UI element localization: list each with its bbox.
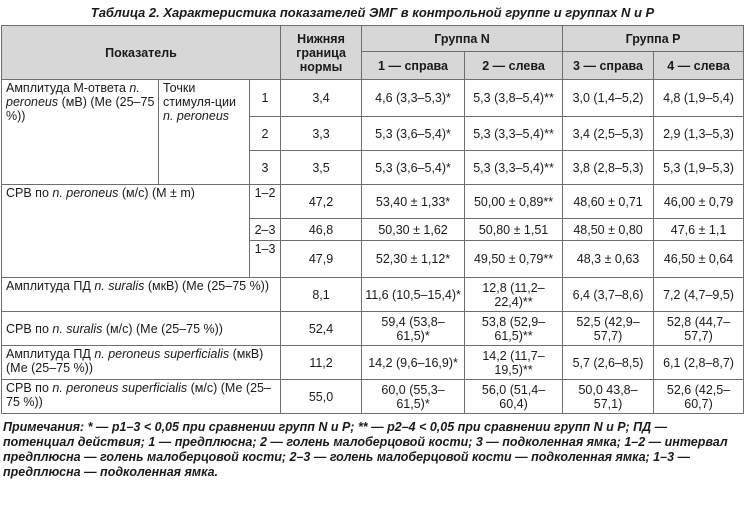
- header-sub-1: 1 — справа: [362, 52, 465, 80]
- value-cell: 2,9 (1,3–5,3): [654, 117, 744, 151]
- norm-cell: 11,2: [281, 346, 362, 380]
- header-norm: Нижняя граница нормы: [281, 26, 362, 80]
- norm-cell: 52,4: [281, 312, 362, 346]
- value-cell: 52,8 (44,7–57,7): [654, 312, 744, 346]
- value-cell: 48,60 ± 0,71: [563, 185, 654, 219]
- row-label-srv-suralis: СРВ по n. suralis (м/с) (Ме (25–75 %)): [2, 312, 281, 346]
- value-cell: 4,6 (3,3–5,3)*: [362, 80, 465, 117]
- point-cell: 1–3: [250, 241, 281, 278]
- value-cell: 48,3 ± 0,63: [563, 241, 654, 278]
- value-cell: 14,2 (11,7–19,5)**: [465, 346, 563, 380]
- value-cell: 7,2 (4,7–9,5): [654, 278, 744, 312]
- table-row: [2, 312, 744, 346]
- table-row: [2, 278, 744, 312]
- norm-cell: 46,8: [281, 219, 362, 241]
- value-cell: 53,8 (52,9–61,5)**: [465, 312, 563, 346]
- value-cell: 3,0 (1,4–5,2): [563, 80, 654, 117]
- table-row: [2, 185, 744, 219]
- value-cell: 46,50 ± 0,64: [654, 241, 744, 278]
- header-sub-4: 4 — слева: [654, 52, 744, 80]
- value-cell: 3,4 (2,5–5,3): [563, 117, 654, 151]
- value-cell: 5,3 (3,6–5,4)*: [362, 117, 465, 151]
- value-cell: 50,30 ± 1,62: [362, 219, 465, 241]
- value-cell: 56,0 (51,4–60,4): [465, 380, 563, 414]
- value-cell: 5,3 (3,6–5,4)*: [362, 151, 465, 185]
- table-row: [2, 80, 744, 117]
- value-cell: 49,50 ± 0,79**: [465, 241, 563, 278]
- point-cell: 2–3: [250, 219, 281, 241]
- value-cell: 6,4 (3,7–8,6): [563, 278, 654, 312]
- point-cell: 2: [250, 117, 281, 151]
- norm-cell: 3,5: [281, 151, 362, 185]
- value-cell: 11,6 (10,5–15,4)*: [362, 278, 465, 312]
- point-cell: 1: [250, 80, 281, 117]
- header-group-n: Группа N: [362, 26, 563, 52]
- row-label-stim-points: Точки стимуля-ции n. peroneus: [159, 80, 250, 185]
- value-cell: 59,4 (53,8–61,5)*: [362, 312, 465, 346]
- table-notes: [0, 414, 745, 480]
- row-label-amp-pd-superficialis: Амплитуда ПД n. peroneus superficialis (мкВ) (Ме (25–75 %)): [2, 346, 281, 380]
- value-cell: 52,30 ± 1,12*: [362, 241, 465, 278]
- emg-table: [1, 25, 744, 414]
- notes-text: Примечания: * — p1–3 < 0,05 при сравнении групп N и P; ** — p2–4 < 0,05 при сравнении групп N и P; ПД — потенциал действия; 1 — предплюсна; 2 — голень малоберцовой кости; 3 — подколенная ямка; 1–2 — интервал предплюсна — голень малоберцовой кости; 2–3 — голень малоберцовой кости — подколенная ямка; 1–3 — предплюсна — подколенная ямка.: [3, 420, 728, 479]
- value-cell: 46,00 ± 0,79: [654, 185, 744, 219]
- norm-cell: 55,0: [281, 380, 362, 414]
- value-cell: 52,6 (42,5–60,7): [654, 380, 744, 414]
- table-row: [2, 346, 744, 380]
- norm-cell: 47,2: [281, 185, 362, 219]
- value-cell: 50,0 43,8–57,1): [563, 380, 654, 414]
- value-cell: 47,6 ± 1,1: [654, 219, 744, 241]
- point-cell: 3: [250, 151, 281, 185]
- header-sub-2: 2 — слева: [465, 52, 563, 80]
- norm-cell: 3,4: [281, 80, 362, 117]
- header-indicator: Показатель: [2, 26, 281, 80]
- value-cell: 5,7 (2,6–8,5): [563, 346, 654, 380]
- value-cell: 52,5 (42,9–57,7): [563, 312, 654, 346]
- point-cell: 1–2: [250, 185, 281, 219]
- value-cell: 14,2 (9,6–16,9)*: [362, 346, 465, 380]
- value-cell: 5,3 (1,9–5,3): [654, 151, 744, 185]
- value-cell: 12,8 (11,2–22,4)**: [465, 278, 563, 312]
- value-cell: 48,50 ± 0,80: [563, 219, 654, 241]
- value-cell: 5,3 (3,3–5,4)**: [465, 151, 563, 185]
- value-cell: 53,40 ± 1,33*: [362, 185, 465, 219]
- header-group-p: Группа P: [563, 26, 744, 52]
- value-cell: 4,8 (1,9–5,4): [654, 80, 744, 117]
- table-caption: Таблица 2. Характеристика показателей ЭМГ в контрольной группе и группах N и P: [90, 5, 655, 20]
- value-cell: 50,80 ± 1,51: [465, 219, 563, 241]
- norm-cell: 8,1: [281, 278, 362, 312]
- value-cell: 60,0 (55,3–61,5)*: [362, 380, 465, 414]
- row-label-srv-superficialis: СРВ по n. peroneus superficialis (м/с) (Ме (25–75 %)): [2, 380, 281, 414]
- header-sub-3: 3 — справа: [563, 52, 654, 80]
- value-cell: 3,8 (2,8–5,3): [563, 151, 654, 185]
- value-cell: 50,00 ± 0,89**: [465, 185, 563, 219]
- table-row: [2, 380, 744, 414]
- row-label-amp-pd-suralis: Амплитуда ПД n. suralis (мкВ) (Ме (25–75 %)): [2, 278, 281, 312]
- value-cell: 6,1 (2,8–8,7): [654, 346, 744, 380]
- row-label-amp-m: Амплитуда М-ответа n. peroneus (мВ) (Ме (25–75 %)): [2, 80, 159, 185]
- norm-cell: 47,9: [281, 241, 362, 278]
- value-cell: 5,3 (3,3–5,4)**: [465, 117, 563, 151]
- value-cell: 5,3 (3,8–5,4)**: [465, 80, 563, 117]
- row-label-srv-peroneus: СРВ по n. peroneus (м/с) (M ± m): [2, 185, 250, 278]
- norm-cell: 3,3: [281, 117, 362, 151]
